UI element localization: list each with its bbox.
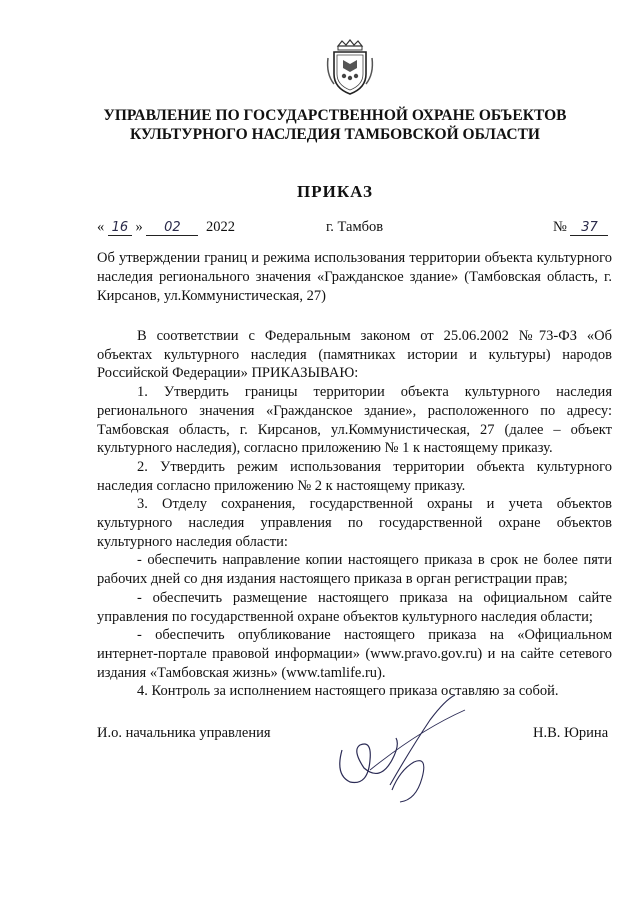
organization-name (80, 106, 590, 144)
org-line-1: УПРАВЛЕНИЕ ПО ГОСУДАРСТВЕННОЙ ОХРАНЕ ОБЪЕКТОВ (103, 107, 567, 124)
order-month: 02 (146, 220, 198, 236)
preamble: В соответствии с Федеральным законом от 25.06.2002 №73-ФЗ «Об объектах культурного наследия (памятниках истории и культуры) народов Российской Федерации» ПРИКАЗЫВАЮ: (97, 328, 612, 382)
order-subject: Об утверждении границ и режима использования территории объекта культурного наследия регионального значения «Гражданское здание» (Тамбовская область, г. Кирсанов, ул.Коммунистическая, 27) (97, 250, 612, 304)
signatory-position: И.о. начальника управления (97, 725, 271, 741)
order-item-4: 4. Контроль за исполнением настоящего приказа оставляю за собой. (137, 683, 559, 700)
order-body (97, 327, 612, 701)
org-line-2: КУЛЬТУРНОГО НАСЛЕДИЯ ТАМБОВСКОЙ ОБЛАСТИ (130, 126, 540, 143)
order-item-3a: - обеспечить направление копии настоящего приказа в срок не более пяти рабочих дней со дня издания настоящего приказа в орган регистрации прав; (97, 552, 612, 588)
document-type: ПРИКАЗ (297, 182, 373, 201)
order-item-3c: - обеспечить опубликование настоящего приказа на «Официальном интернет-портале правовой информации» (www.pravo.gov.ru) и на сайте сетевого издания «Тамбовская жизнь» (www.tamlife.ru). (97, 627, 612, 681)
signatory-name: Н.В. Юрина (533, 725, 609, 741)
coat-of-arms-icon (324, 38, 376, 98)
order-item-2: 2. Утвердить режим использования территории объекта культурного наследия согласно приложению № 2 к настоящему приказу. (97, 458, 612, 494)
order-item-1: 1. Утвердить границы территории объекта культурного наследия регионального значения «Гражданское здание», расположенного по адресу: Тамбовская область, г. Кирсанов, ул.Коммунистическая, 27 (далее – объект культурного наследия), согласно приложению № 1 к настоящему приказу. (97, 384, 612, 457)
order-number-value: 37 (570, 220, 608, 236)
order-item-3: 3. Отделу сохранения, государственной охраны и учета объектов культурного наследия управления по государственной охране объектов культурного наследия области: (97, 496, 612, 550)
order-date: « 16 » 02 2022 (97, 219, 235, 235)
order-city: г. Тамбов (326, 219, 384, 235)
order-year: 2022 (206, 219, 235, 235)
order-item-3b: - обеспечить размещение настоящего приказа на официальном сайте управления по государственной охране объектов культурного наследия области; (97, 589, 612, 625)
order-day: 16 (108, 220, 132, 236)
signature-icon (330, 690, 480, 810)
order-number: № 37 (553, 219, 608, 236)
